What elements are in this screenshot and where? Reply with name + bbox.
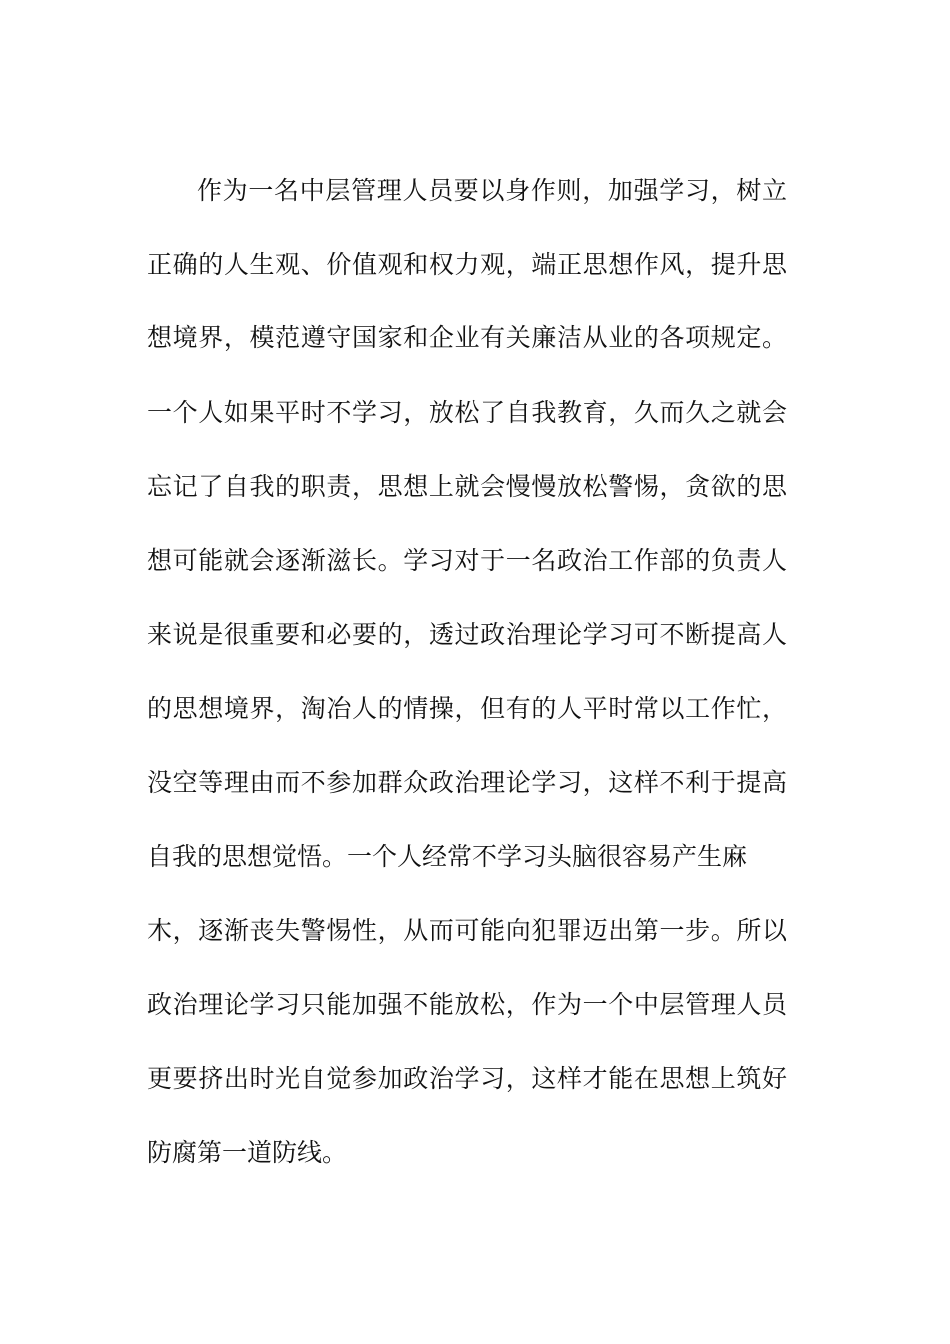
paragraph-line: 忘记了自我的职责，思想上就会慢慢放松警惕，贪欲的思 xyxy=(147,472,787,501)
paragraph-line: 防腐第一道防线。 xyxy=(147,1138,348,1167)
paragraph-line: 一个人如果平时不学习，放松了自我教育，久而久之就会 xyxy=(147,398,787,427)
paragraph-line: 想可能就会逐渐滋长。学习对于一名政治工作部的负责人 xyxy=(147,546,787,575)
paragraph-line: 没空等理由而不参加群众政治理论学习，这样不利于提高 xyxy=(147,768,787,797)
paragraph-line: 政治理论学习只能加强不能放松，作为一个中层管理人员 xyxy=(147,990,787,1019)
paragraph-line: 作为一名中层管理人员要以身作则，加强学习，树立 xyxy=(197,176,787,205)
paragraph-line: 想境界，模范遵守国家和企业有关廉洁从业的各项规定。 xyxy=(147,323,787,352)
paragraph-line: 木，逐渐丧失警惕性，从而可能向犯罪迈出第一步。所以 xyxy=(147,916,787,945)
paragraph-line: 正确的人生观、价值观和权力观，端正思想作风，提升思 xyxy=(147,250,787,279)
paragraph-line: 更要挤出时光自觉参加政治学习，这样才能在思想上筑好 xyxy=(147,1064,787,1093)
paragraph-line: 自我的思想觉悟。一个人经常不学习头脑很容易产生麻 xyxy=(147,842,748,871)
paragraph-line: 来说是很重要和必要的，透过政治理论学习可不断提高人 xyxy=(147,620,787,649)
paragraph-line: 的思想境界，淘冶人的情操，但有的人平时常以工作忙， xyxy=(147,694,787,723)
